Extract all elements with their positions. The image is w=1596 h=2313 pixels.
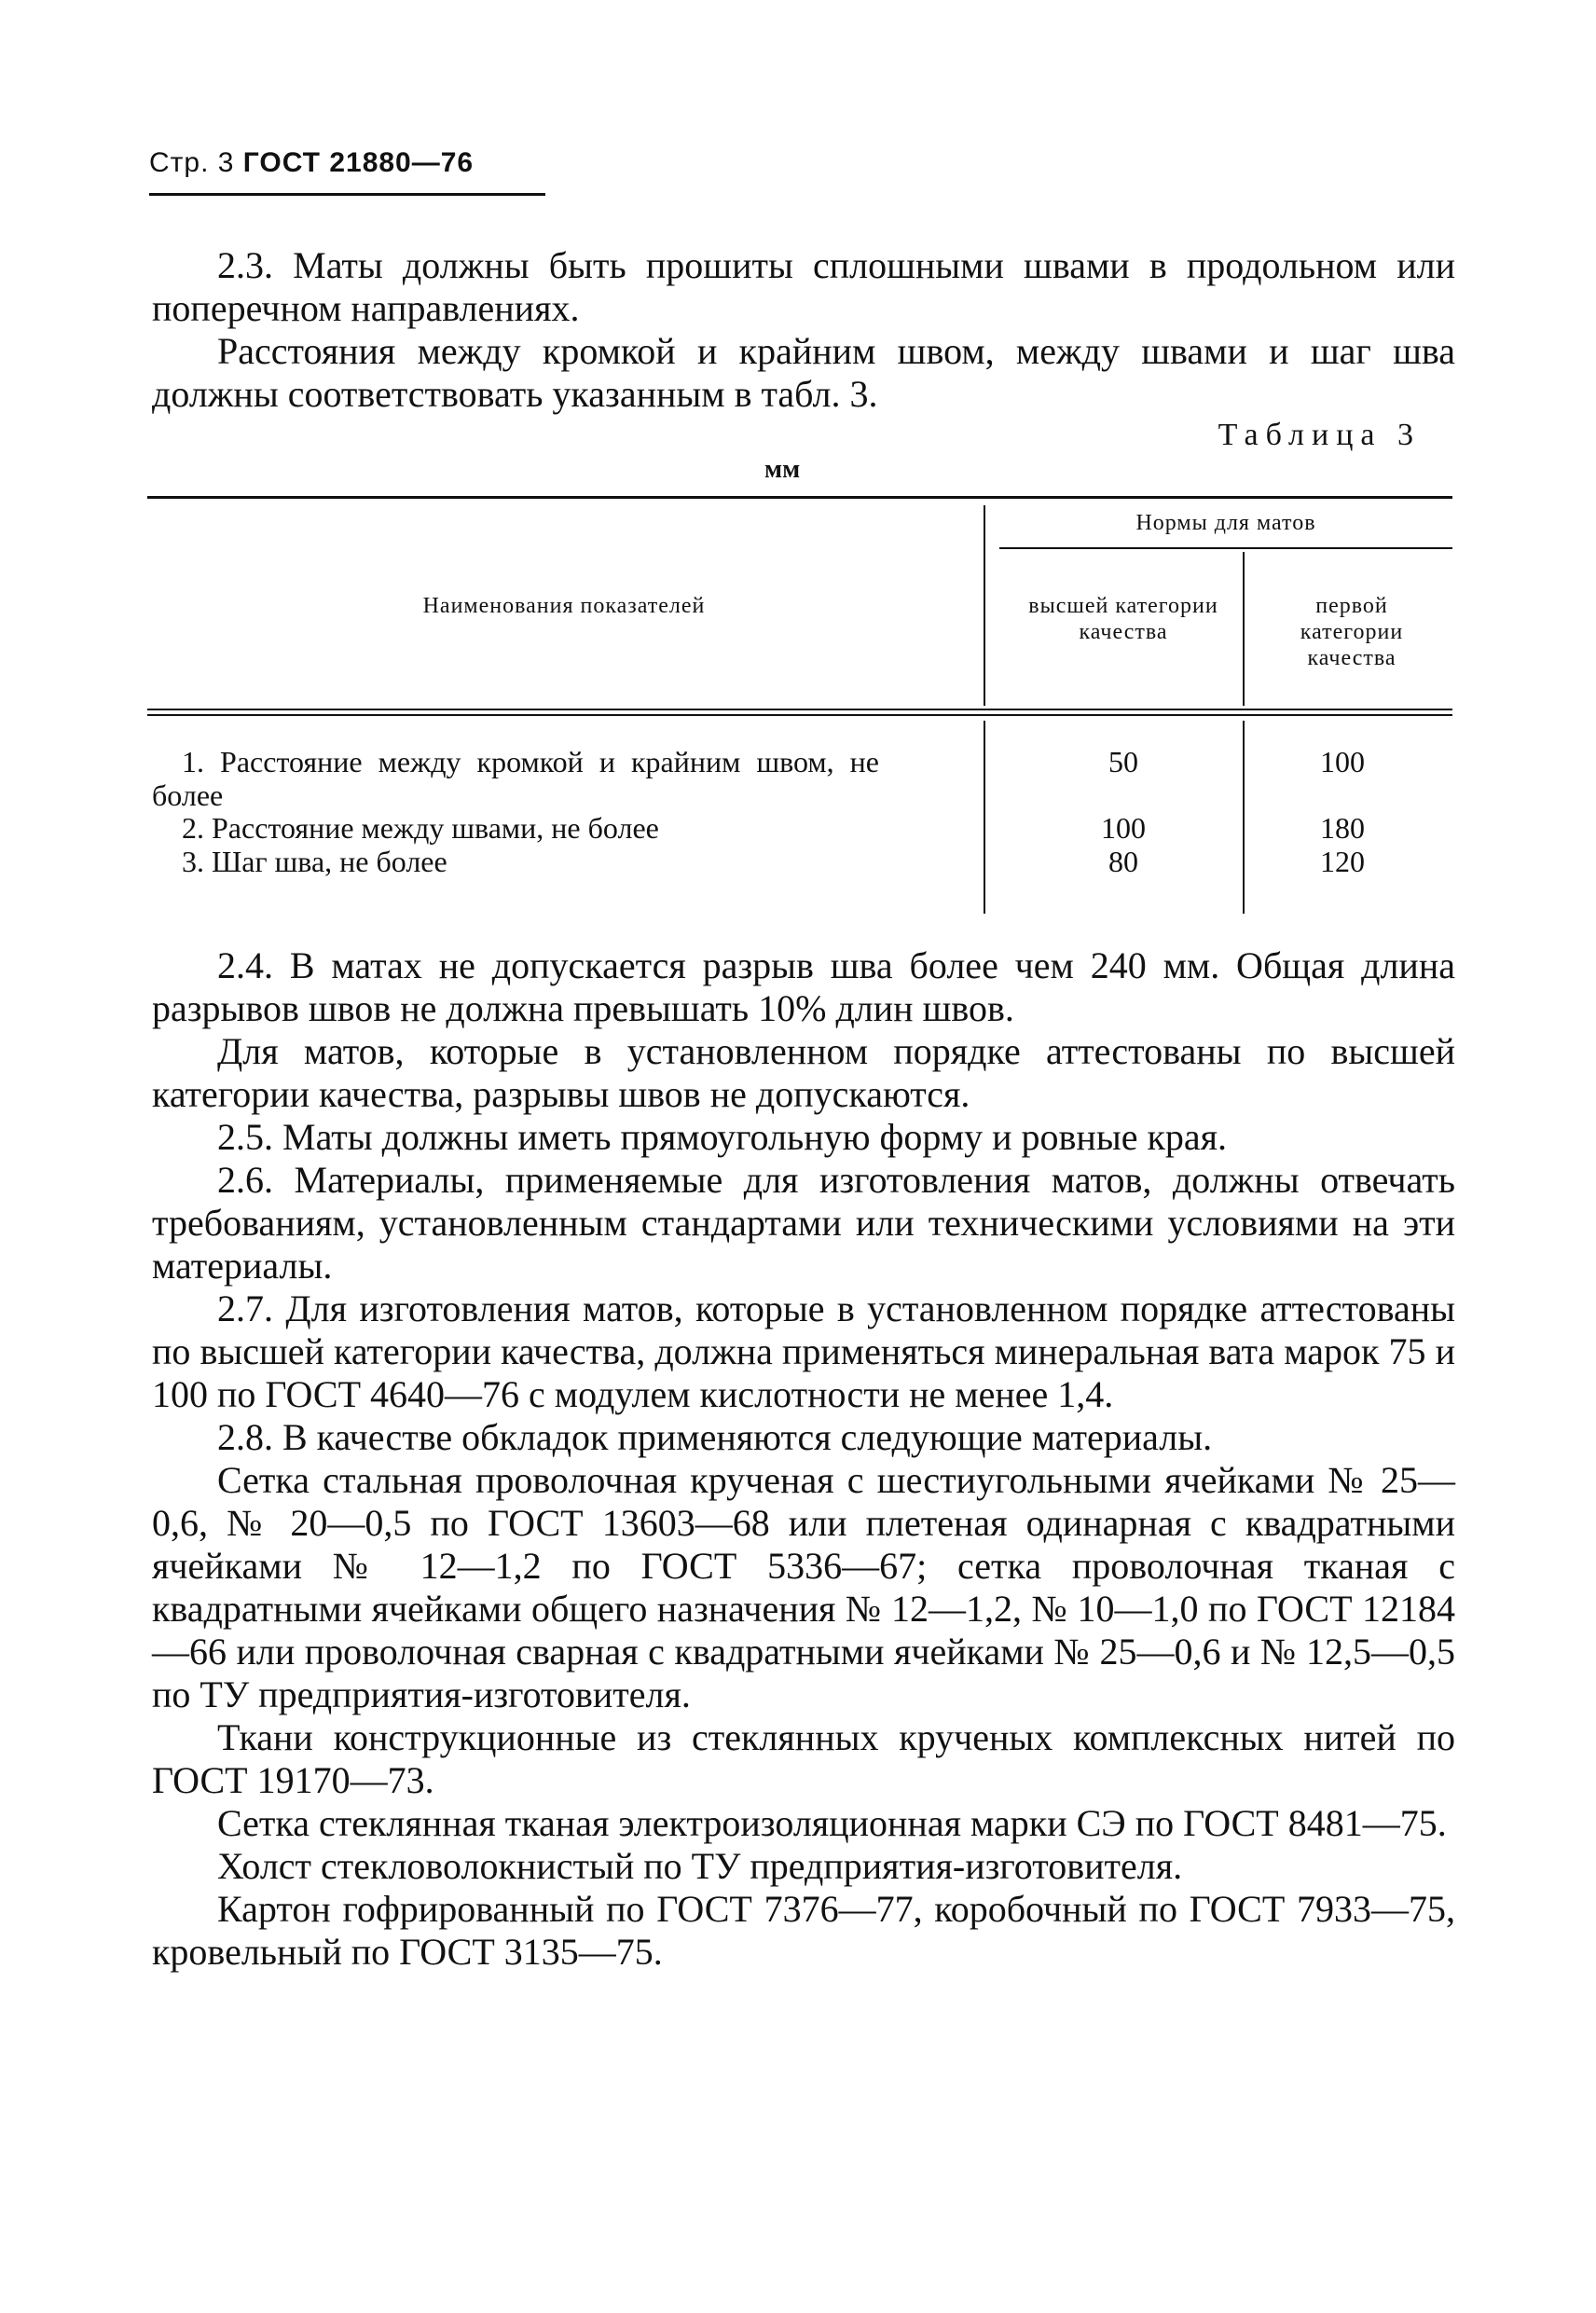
table-row-1-label: 1. Расстояние между кромкой и крайним швом, не более [152, 745, 879, 812]
page-header [149, 147, 474, 179]
table-row-1-col1: 50 [1108, 745, 1138, 778]
table-vline-left-body [984, 721, 985, 914]
table-row-3-label: 3. Шаг шва, не более [182, 845, 447, 878]
table-header-indicator: Наименования показателей [422, 594, 706, 618]
paragraph-2-8: 2.8. В качестве обкладок применяются следующие материалы. [217, 1416, 1213, 1458]
table-row-2-col2: 180 [1320, 811, 1365, 845]
table-row-2-label: 2. Расстояние между швами, не более [182, 811, 659, 845]
page-label: Стр. 3 [149, 147, 235, 178]
paragraph-fabrics: Ткани конструкционные из стеклянных крученых комплексных нитей по ГОСТ 19170—73. [152, 1716, 1455, 1801]
paragraph-2-4-high-category: Для матов, которые в установленном порядке аттестованы по высшей категории качества, разрывы швов не допускаются. [152, 1030, 1455, 1115]
table-vline-mid-body [1243, 721, 1245, 914]
paragraph-2-5: 2.5. Маты должны иметь прямоугольную форму и ровные края. [217, 1116, 1228, 1158]
table-row-3-col2: 120 [1320, 845, 1365, 878]
table-header-norms: Нормы для матов [1135, 511, 1316, 535]
paragraph-2-6: 2.6. Материалы, применяемые для изготовления матов, должны отвечать требованиям, установленным стандартами или техническими условиями на эти материалы. [152, 1159, 1455, 1287]
paragraph-2-4: 2.4. В матах не допускается разрыв шва более чем 240 мм. Общая длина разрывов швов не должна превышать 10% длин швов. [152, 944, 1455, 1029]
table-unit: мм [764, 455, 801, 484]
table-header-rule [147, 709, 1452, 710]
standard-number: ГОСТ 21880—76 [242, 147, 475, 178]
table-top-rule [147, 496, 1452, 499]
table-vline-mid-header [1243, 552, 1245, 706]
section-2-3 [152, 244, 1455, 416]
table-caption: Таблица 3 [1218, 418, 1421, 452]
table-header-col2: первой категории качества [1300, 594, 1404, 670]
paragraph-2-3-distances: Расстояния между кромкой и крайним швом, между швами и шаг шва должны соответствовать указанным в табл. 3. [152, 330, 1455, 415]
main-body [152, 944, 1455, 1974]
paragraph-cardboard: Картон гофрированный по ГОСТ 7376—77, коробочный по ГОСТ 7933—75, кровельный по ГОСТ 3135—75. [152, 1888, 1455, 1973]
paragraph-2-7: 2.7. Для изготовления матов, которые в установленном порядке аттестованы по высшей категории качества, должна применяться минеральная вата марок 75 и 100 по ГОСТ 4640—76 с модулем кислотности не менее 1,4. [152, 1287, 1455, 1415]
table-header-col1: высшей категории качества [1028, 594, 1218, 644]
table-header-rule-2 [147, 714, 1452, 716]
paragraph-steel-mesh: Сетка стальная проволочная крученая с шестиугольными ячейками № 25—0,6, № 20—0,5 по ГОСТ 13603—68 или плетеная одинарная с квадратными ячейками № 12—1,2 по ГОСТ 5336—67; сетка проволочная тканая с квадратными ячейками общего назначения № 12—1,2, № 10—1,0 по ГОСТ 12184—66 или проволочная сварная с квадратными ячейками № 25—0,6 и № 12,5—0,5 по ТУ предприятия-изготовителя. [152, 1459, 1455, 1715]
table-vline-left-header [984, 505, 985, 706]
table-norms-rule [999, 547, 1452, 549]
paragraph-2-3: 2.3. Маты должны быть прошиты сплошными швами в продольном или поперечном направлениях. [152, 244, 1455, 329]
paragraph-fiberglass-canvas: Холст стекловолокнистый по ТУ предприятия-изготовителя. [217, 1845, 1183, 1887]
header-rule [149, 193, 545, 196]
table-row-2-col1: 100 [1101, 811, 1146, 845]
table-row-3-col1: 80 [1108, 845, 1138, 878]
table-row-1-col2: 100 [1320, 745, 1365, 778]
paragraph-glass-mesh: Сетка стеклянная тканая электроизоляционная марки СЭ по ГОСТ 8481—75. [217, 1802, 1447, 1844]
